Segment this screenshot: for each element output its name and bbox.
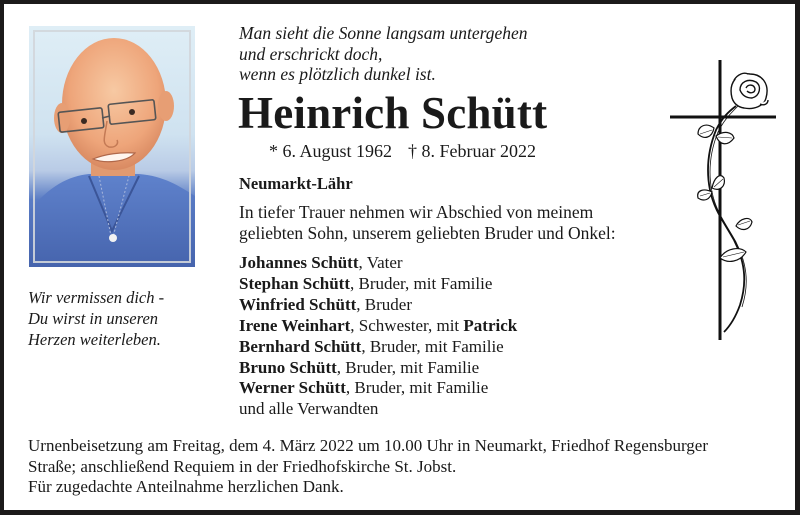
photo-frame: [33, 30, 191, 263]
mourner-relation: , Bruder, mit Familie: [345, 378, 489, 398]
mourner-relation: , Vater: [358, 253, 403, 272]
mourner-row: [239, 337, 517, 358]
footer-line: Urnenbeisetzung am Freitag, dem 4. März 2022 um 10.00 Uhr in Neumarkt, Friedhof Regensburger: [28, 436, 708, 455]
footer-line: Für zugedachte Anteilnahme herzlichen Dank.: [28, 477, 344, 496]
life-dates: [269, 140, 536, 162]
mourner-row: [239, 378, 517, 399]
mourner-name: Johannes Schütt: [239, 253, 359, 272]
hometown: Neumarkt-Lähr: [239, 174, 353, 193]
mourner-name: Stephan Schütt: [239, 273, 351, 293]
mourner-row: [239, 274, 517, 295]
poem-line: wenn es plötzlich dunkel ist.: [239, 64, 436, 84]
footer-line: Straße; anschließend Requiem in der Friedhofskirche St. Jobst.: [28, 456, 457, 476]
mourner-row: [239, 316, 517, 337]
mourner-relation: , Bruder, mit Familie: [336, 357, 480, 377]
obituary-card: [4, 4, 795, 510]
mourner-name: Winfried Schütt: [239, 294, 357, 314]
mourner-name: Irene Weinhart: [239, 315, 351, 335]
portrait-photo: [29, 26, 195, 267]
opening-poem: [239, 23, 528, 85]
mourner-relation: , Bruder, mit Familie: [361, 336, 504, 356]
mourner-relation: , Bruder, mit Familie: [350, 273, 493, 293]
mourning-intro: [239, 202, 616, 244]
mourners-closing: und alle Verwandten: [239, 399, 379, 419]
memorial-line: Du wirst in unseren: [28, 309, 159, 328]
memorial-quote: [28, 287, 164, 350]
mourner-name: Bernhard Schütt: [239, 336, 362, 356]
poem-line: Man sieht die Sonne langsam untergehen: [239, 23, 528, 43]
funeral-details: [28, 436, 708, 498]
memorial-line: Wir vermissen dich -: [28, 288, 165, 307]
cross-with-rose-icon: [668, 60, 778, 340]
poem-line: und erschrickt doch,: [239, 43, 383, 64]
mourner-row: [239, 253, 517, 274]
birth-date: * 6. August 1962: [269, 141, 393, 161]
mourner-relation: , Bruder: [356, 294, 413, 314]
intro-line: In tiefer Trauer nehmen wir Abschied von meinem: [239, 202, 594, 222]
mourner-row: [239, 295, 517, 316]
mourner-relation: , Schwester, mit: [350, 315, 464, 335]
mourners-list: [239, 253, 517, 420]
mourner-extra-name: Patrick: [463, 315, 518, 335]
deceased-name: Heinrich Schütt: [238, 88, 548, 138]
mourner-name: Bruno Schütt: [239, 357, 337, 377]
mourner-row: [239, 358, 517, 379]
memorial-line: Herzen weiterleben.: [28, 330, 161, 349]
intro-line: geliebten Sohn, unserem geliebten Bruder und Onkel:: [239, 223, 616, 243]
death-date: † 8. Februar 2022: [408, 141, 536, 161]
mourner-name: Werner Schütt: [239, 378, 346, 398]
